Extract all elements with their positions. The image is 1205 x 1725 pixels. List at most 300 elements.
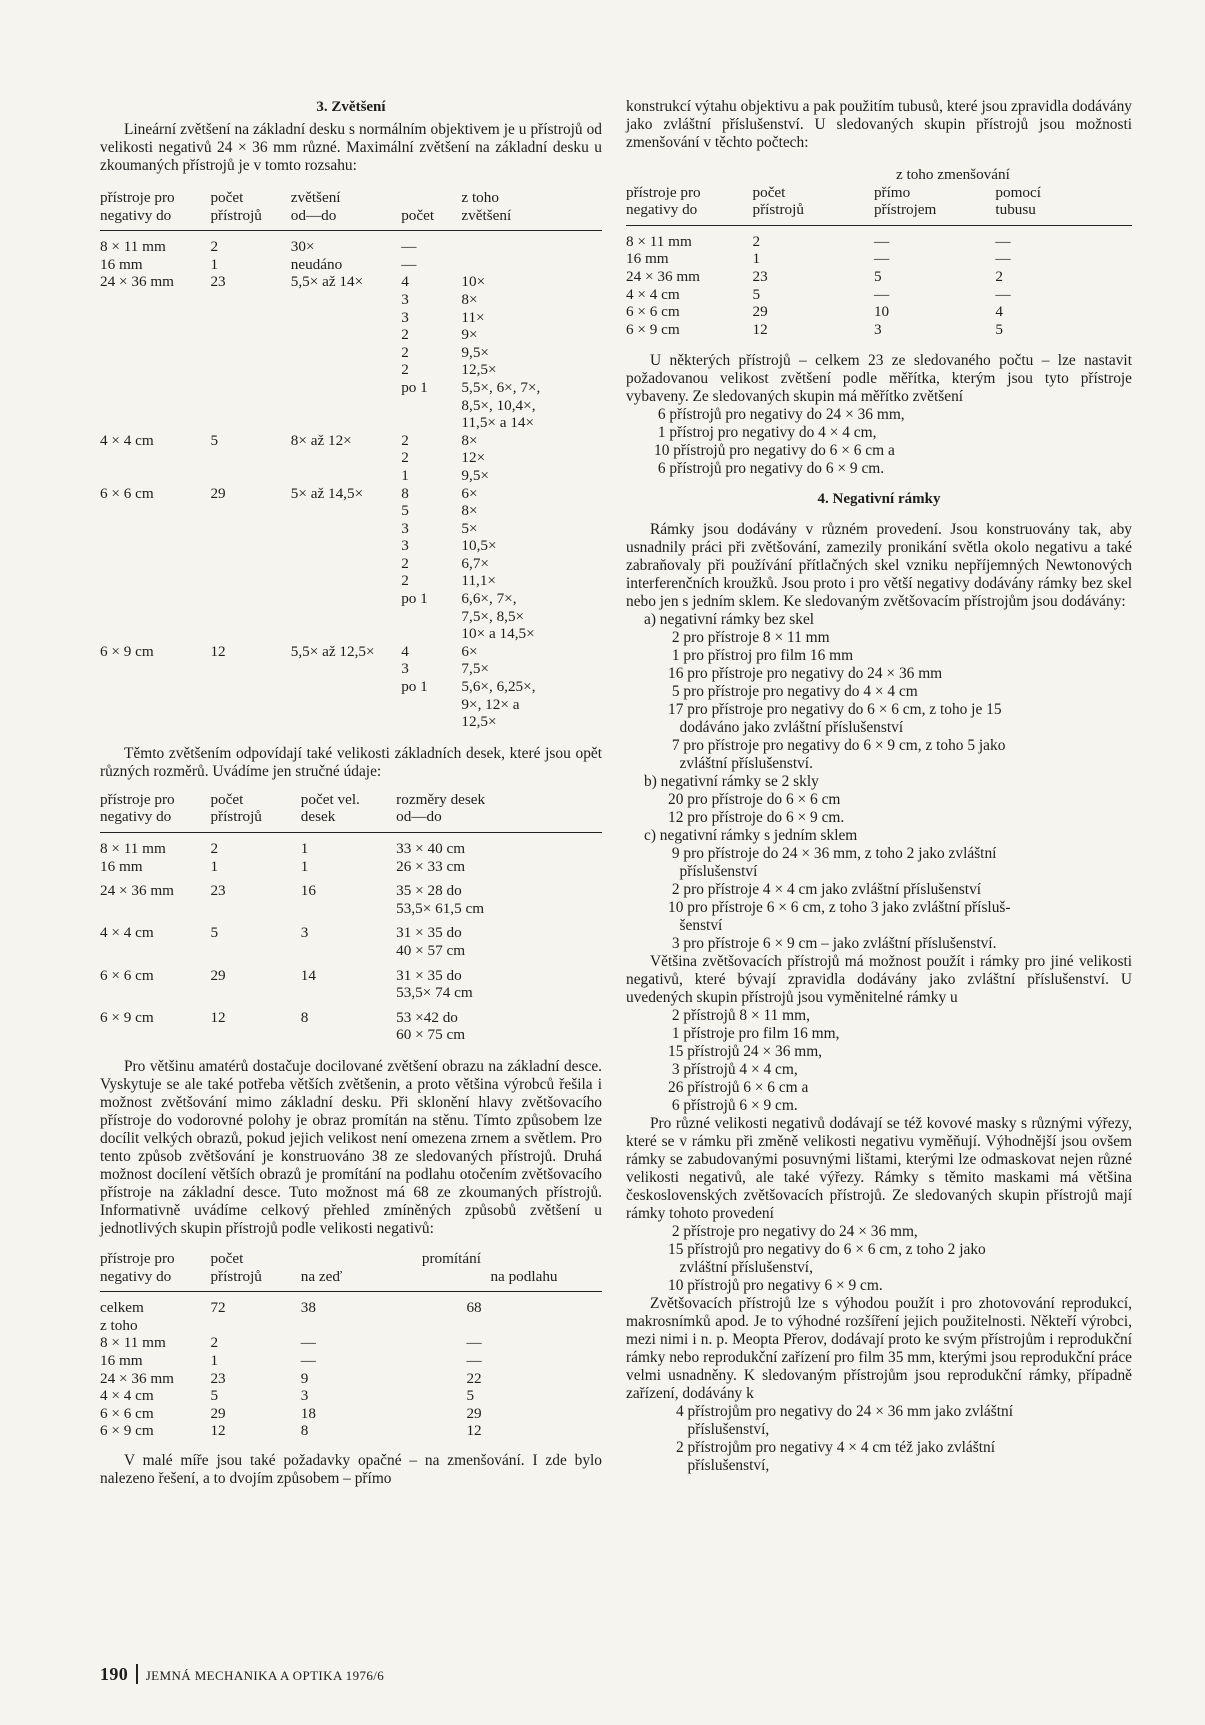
- list-item: 6 přístrojů pro negativy do 24 × 36 mm,: [654, 406, 905, 424]
- table-cell: [100, 678, 210, 731]
- table-row: [626, 225, 1132, 250]
- list-item: 3 pro přístroje 6 × 9 cm – jako zvláštní příslušenství.: [668, 935, 997, 953]
- table-cell: 8 × 11 mm: [626, 232, 692, 250]
- table-cell: 6 × 6 cm: [626, 303, 680, 321]
- table-cell: —: [995, 250, 1011, 268]
- table-cell: 23: [752, 267, 768, 285]
- table-cell: 5,5×, 6×, 7×, 8,5×, 10,4×, 11,5× a 14×: [461, 378, 541, 432]
- table-cell: 35 × 28 do 53,5× 61,5 cm: [396, 882, 485, 917]
- table-row: [100, 361, 602, 379]
- table-cell: [210, 590, 290, 643]
- col-header: na podlahu: [466, 1268, 602, 1292]
- table-row: [100, 858, 602, 876]
- table-cell: neudáno: [290, 255, 343, 273]
- table-row: [100, 1317, 602, 1335]
- table-cell: 2: [210, 1334, 219, 1352]
- table-cell: 7,5×: [461, 660, 489, 678]
- list-item: 26 přístrojů 6 × 6 cm a: [668, 1079, 809, 1097]
- list-item: 1 pro přístroj pro film 16 mm: [668, 647, 854, 665]
- table-cell: 12,5×: [461, 361, 497, 379]
- paragraph-interchangeable: Většina zvětšovacích přístrojů má možnost použít i rámky pro jiné velikosti negativů, které bývají zpravidla dodávány jako zvláštní příslušenství. U uvedených skupin přístrojů jsou vyměnitelné rámky u: [626, 953, 1132, 1007]
- table-cell: 24 × 36 mm: [100, 1369, 174, 1387]
- table-cell: 2: [401, 361, 409, 379]
- table-cell: 24 × 36 mm: [100, 882, 174, 900]
- table-row: [100, 256, 602, 274]
- table-reduction: [626, 166, 1132, 338]
- paragraph-frames: Rámky jsou dodávány v různém provedení. Jsou konstruovány tak, aby usnadnily práci při zvětšování, zamezily pronikání světla okolo negativu a také zabraňovaly při používání přítlačných skel vzniku nepříjemných Newtonových interferenčních kroužků. Jsou proto i pro větší negativy dodávány rámky bez skel nebo jen s jedním sklem. Ke sledovaným zvětšovacím přístrojům jsou dodávány:: [626, 521, 1132, 611]
- table-row: [100, 833, 602, 858]
- table-cell: [291, 361, 401, 379]
- table-cell: —: [300, 1334, 316, 1352]
- table-cell: [210, 467, 290, 485]
- list-c-title: c) negativní rámky s jedním sklem: [644, 827, 858, 845]
- table-row: [100, 537, 602, 555]
- intro-paragraph: Lineární zvětšení na základní desku s normálním objektivem je u přístrojů od velikosti negativů 24 × 36 mm různé. Maximální zvětšení na základní desku u zkoumaných přístrojů je v tomto rozsahu:: [100, 121, 602, 174]
- table-cell: 6 × 6 cm: [100, 966, 154, 984]
- table-cell: [100, 361, 210, 379]
- table-cell: 31 × 35 do 40 × 57 cm: [396, 924, 466, 959]
- table-row: [100, 875, 602, 917]
- table-row: [100, 643, 602, 661]
- list-item: 9 pro přístroje do 24 × 36 mm, z toho 2 jako zvláštní příslušenství: [671, 845, 997, 881]
- table-cell: 29: [210, 1404, 226, 1422]
- table-cell: 29: [210, 484, 226, 502]
- paragraph-projection: Pro většinu amatérů dostačuje docilované zvětšení obrazu na základní desce. Vyskytuje se ale také potřeba větších zvětšenin, a proto většina výrobců řešila i možnost zvětšování mimo základní desku. Při sklonění hlavy zvětšovacího přístroje do vodorovné polohy je obraz promítán na stěnu. Tímto způsobem lze docílit velkých obrazů, pokud jejich velikost není omezena zrnem a světlem. Pro tento způsob zvětšování je konstruováno 38 ze sledovaných přístrojů. Druhá možnost docílení větších obrazů je promítání na podlahu otočením zvětšovacího přístroje na základní desce. Tuto možnost má 68 ze zkoumaných přístrojů. Informativně uvádíme celkový přehled zmíněných způsobů zvětšení u jednotlivých skupin přístrojů podle velikosti negativů:: [100, 1057, 602, 1237]
- list-item: 10 pro přístroje 6 × 6 cm, z toho 3 jako zvláštní přísluš- šenství: [668, 899, 1011, 935]
- table-cell: 6 × 9 cm: [626, 320, 680, 338]
- table-cell: 4 × 4 cm: [100, 924, 154, 942]
- table-cell: [210, 660, 290, 678]
- table-cell: 30×: [290, 238, 315, 256]
- table-cell: [210, 326, 290, 344]
- table-cell: [100, 590, 210, 643]
- list-item: 1 přístroj pro negativy do 4 × 4 cm,: [654, 424, 877, 442]
- table-cell: [100, 467, 210, 485]
- table-cell: 3: [401, 537, 409, 555]
- footer-divider: [136, 1664, 138, 1684]
- paragraph-scale: U některých přístrojů – celkem 23 ze sledovaného počtu – lze nastavit požadovanou velikost zvětšení podle měřítka, kterým jsou tyto přístroje vybaveny. Ze sledovaných skupin má měřítko zvětšení: [626, 352, 1132, 406]
- table-row: [100, 309, 602, 327]
- table-cell: 33 × 40 cm: [396, 840, 466, 857]
- table-enlargement-range: [100, 189, 602, 731]
- table-cell: 24 × 36 mm: [626, 267, 700, 285]
- col-header: přístroje pro negativy do: [100, 1250, 210, 1292]
- table-cell: 14: [300, 966, 316, 984]
- table-row: [626, 250, 1132, 268]
- list-item: 6 přístrojů pro negativy do 6 × 9 cm.: [654, 460, 885, 478]
- list-c: [626, 845, 1132, 953]
- table-cell: 6 × 9 cm: [100, 1422, 154, 1440]
- table-cell: [100, 344, 210, 362]
- table-cell: [461, 231, 602, 256]
- table-row: [100, 1292, 602, 1317]
- table-cell: 5,5× až 12,5×: [290, 642, 375, 660]
- table-row: [100, 520, 602, 538]
- table-cell: [100, 326, 210, 344]
- table-cell: 2: [401, 554, 409, 572]
- table-cell: 2: [401, 326, 409, 344]
- table-cell: [100, 379, 210, 432]
- table-cell: [210, 678, 290, 731]
- table-cell: [291, 502, 401, 520]
- table-cell: [291, 309, 401, 327]
- table-cell: [210, 344, 290, 362]
- list-item: 7 pro přístroje pro negativy do 6 × 9 cm, z toho 5 jako zvláštní příslušenství.: [671, 737, 1006, 773]
- table-cell: 11×: [461, 308, 485, 326]
- table-cell: 12×: [461, 449, 486, 467]
- table-cell: [461, 256, 602, 274]
- col-header: pomocí tubusu: [995, 184, 1132, 226]
- table-row: [100, 1387, 602, 1405]
- section-heading-negativni-ramky: 4. Negativní rámky: [817, 491, 941, 508]
- list-a-title: a) negativní rámky bez skel: [644, 611, 815, 629]
- list-item: 17 pro přístroje pro negativy do 6 × 6 cm, z toho je 15 dodáváno jako zvláštní příslušenství: [668, 701, 1002, 737]
- table-row: [100, 1334, 602, 1352]
- table-cell: [291, 291, 401, 309]
- table-cell: 1: [300, 840, 309, 857]
- paragraph-reduction-cont: konstrukcí výtahu objektivu a pak použitím tubusů, které jsou zpravidla dodávány jako zvláštní příslušenství. U sledovaných skupin přístrojů jsou možnosti zmenšování v těchto počtech:: [626, 98, 1132, 151]
- table-cell: [291, 537, 401, 555]
- list-interchangeable: [626, 1007, 1132, 1115]
- col-header: přístroje pro negativy do: [626, 166, 753, 225]
- list-item: 4 přístrojům pro negativy do 24 × 36 mm jako zvláštní příslušenství,: [676, 1403, 1013, 1439]
- col-header: počet přístrojů: [753, 166, 874, 225]
- list-b-title: b) negativní rámky se 2 skly: [644, 773, 819, 791]
- table-cell: 5: [466, 1387, 475, 1405]
- table-cell: [210, 1317, 300, 1335]
- table-cell: 9,5×: [461, 466, 489, 484]
- table-cell: 6 × 9 cm: [100, 642, 154, 660]
- table-row: [100, 379, 602, 432]
- list-item: 2 pro přístroje 8 × 11 mm: [668, 629, 830, 647]
- table-cell: 8 × 11 mm: [100, 238, 166, 256]
- table-row: [100, 917, 602, 959]
- table-cell: 38: [300, 1299, 316, 1317]
- table-cell: 2: [210, 238, 219, 256]
- list-item: 2 přístrojů 8 × 11 mm,: [668, 1007, 810, 1025]
- table-cell: 23: [210, 273, 226, 291]
- table-cell: 16 mm: [100, 857, 143, 875]
- table-cell: 5,6×, 6,25×, 9×, 12× a 12,5×: [461, 678, 536, 731]
- table-cell: 12: [752, 320, 768, 338]
- table-cell: 5: [210, 1387, 219, 1405]
- table-cell: 10: [873, 303, 890, 321]
- table-cell: 6,7×: [461, 554, 489, 572]
- table-cell: 29: [752, 303, 768, 321]
- table-cell: 6 × 6 cm: [100, 484, 154, 502]
- list-item: 20 pro přístroje do 6 × 6 cm: [668, 791, 841, 809]
- table-cell: 18: [300, 1404, 316, 1422]
- table-cell: 5×: [461, 519, 478, 537]
- table-row: [100, 572, 602, 590]
- table-cell: 12: [210, 642, 226, 660]
- col-header: počet vel. desek: [301, 791, 396, 833]
- table-cell: [210, 379, 290, 432]
- table-cell: 1: [210, 857, 219, 875]
- table-cell: —: [300, 1351, 316, 1369]
- table-cell: —: [401, 238, 417, 256]
- col-header: počet přístrojů: [210, 1250, 300, 1292]
- table-row: [100, 467, 602, 485]
- table-cell: [291, 344, 401, 362]
- table-cell: —: [466, 1351, 482, 1369]
- list-masks: [626, 1223, 1132, 1295]
- table-cell: 4 × 4 cm: [100, 1387, 154, 1405]
- list-item: 2 přístroje pro negativy do 24 × 36 mm,: [668, 1223, 918, 1241]
- table-cell: 4: [401, 273, 409, 291]
- list-b: [626, 791, 1132, 827]
- table-row: [100, 502, 602, 520]
- journal-name: JEMNÁ MECHANIKA A OPTIKA 1976/6: [145, 1668, 385, 1683]
- table-row: [626, 321, 1132, 339]
- col-header: zvětšení od—do: [291, 189, 401, 231]
- col-header: počet: [401, 189, 461, 231]
- table-cell: [100, 502, 210, 520]
- table-cell: 4: [401, 642, 409, 660]
- table-cell: [210, 291, 290, 309]
- table-cell: 5: [210, 431, 219, 449]
- table-cell: [210, 520, 290, 538]
- col-header: přístroje pro negativy do: [100, 189, 210, 231]
- table-row: [100, 326, 602, 344]
- table-cell: 16 mm: [100, 1351, 143, 1369]
- table-cell: 1: [300, 857, 309, 875]
- table-cell: 6 × 9 cm: [100, 1008, 154, 1026]
- table-cell: [291, 572, 401, 590]
- table-cell: 5: [752, 285, 761, 303]
- paragraph-reduction: V malé míře jsou také požadavky opačné – na zmenšování. I zde bylo nalezeno řešení, a to dvojím způsobem – přímo: [100, 1451, 602, 1487]
- table-cell: [301, 1317, 467, 1335]
- table-cell: 3: [401, 660, 409, 678]
- table-row: [100, 344, 602, 362]
- list-item: 6 přístrojů 6 × 9 cm.: [668, 1097, 798, 1115]
- table-cell: 12: [466, 1422, 482, 1440]
- table-cell: 5: [401, 502, 409, 520]
- table-cell: 12: [210, 1422, 226, 1440]
- table-cell: z toho: [100, 1316, 138, 1334]
- table-cell: 24 × 36 mm: [100, 273, 174, 291]
- table-cell: po 1: [401, 590, 428, 608]
- col-header: rozměry desek od—do: [396, 791, 602, 833]
- table-cell: 6×: [461, 484, 478, 502]
- table-cell: 3: [300, 924, 309, 942]
- table-cell: —: [995, 285, 1011, 303]
- table-row: [100, 449, 602, 467]
- page-number: 190: [100, 1664, 129, 1684]
- table-cell: [466, 1317, 602, 1335]
- page-footer: [100, 1664, 384, 1685]
- table-projection: [100, 1250, 602, 1440]
- table-cell: [100, 572, 210, 590]
- table-row: [100, 1370, 602, 1388]
- table-cell: 29: [210, 966, 226, 984]
- table-cell: 23: [210, 882, 226, 900]
- table-cell: [100, 520, 210, 538]
- table-cell: 5: [873, 267, 882, 285]
- table-cell: [100, 309, 210, 327]
- col-header: na zeď: [301, 1268, 467, 1292]
- list-item: 12 pro přístroje do 6 × 9 cm.: [668, 809, 845, 827]
- table-cell: 2: [210, 840, 219, 857]
- list-item: 2 pro přístroje 4 × 4 cm jako zvláštní příslušenství: [668, 881, 982, 899]
- paragraph-reproduction: Zvětšovacích přístrojů lze s výhodou použít i pro zhotovování reprodukcí, makrosnímků apod. Je to výhodné rozšíření jejich použitelnosti. Někteří výrobci, mezi nimi i n. p. Meopta Přerov, dodávají proto ke svým přístrojům i reprodukční rámky nebo reprodukční zařízení pro film 35 mm, kterými jsou reprodukční práce velmi usnadněny. K sledovaným přístrojům jsou reprodukční rámky, případně zařízení, dodávány k: [626, 1295, 1132, 1403]
- list-scale: [626, 406, 1132, 478]
- table-row: [100, 231, 602, 256]
- table-cell: 2: [401, 572, 409, 590]
- table-cell: 9,5×: [461, 343, 489, 361]
- table-cell: 8× až 12×: [290, 431, 352, 449]
- table-cell: 29: [466, 1404, 482, 1422]
- table-cell: 8 × 11 mm: [100, 840, 166, 857]
- table-row: [626, 286, 1132, 304]
- table-cell: —: [401, 255, 417, 273]
- table-row: [100, 1405, 602, 1423]
- table-row: [100, 291, 602, 309]
- table-row: [626, 268, 1132, 286]
- table-row: [100, 960, 602, 1002]
- col-header: počet přístrojů: [210, 791, 300, 833]
- table-cell: 2: [401, 343, 409, 361]
- table-cell: 16 mm: [626, 250, 669, 268]
- table-cell: 9: [300, 1369, 309, 1387]
- table-cell: [100, 537, 210, 555]
- table-cell: 6 × 6 cm: [100, 1404, 154, 1422]
- left-column: [100, 98, 602, 1488]
- table-cell: [291, 555, 401, 573]
- table-cell: 16: [300, 882, 316, 900]
- table-cell: 16 mm: [100, 255, 143, 273]
- table-cell: 2: [995, 267, 1003, 285]
- col-header: z toho zvětšení: [461, 189, 602, 231]
- list-item: 1 přístroje pro film 16 mm,: [668, 1025, 840, 1043]
- table-cell: [291, 467, 401, 485]
- col-header-group: promítání: [421, 1249, 481, 1267]
- table-cell: [210, 502, 290, 520]
- table-cell: [100, 660, 210, 678]
- table-cell: 6×: [461, 642, 478, 660]
- table-cell: 4 × 4 cm: [626, 285, 680, 303]
- table-cell: 3: [300, 1387, 309, 1405]
- list-item: 10 přístrojů pro negativy 6 × 9 cm.: [668, 1277, 883, 1295]
- table-cell: [100, 449, 210, 467]
- table-cell: 11,1×: [461, 572, 497, 590]
- col-header: přístroje pro negativy do: [100, 791, 210, 833]
- list-item: 16 pro přístroje pro negativy do 24 × 36 mm: [668, 665, 943, 683]
- table-row: [626, 303, 1132, 321]
- table-cell: 31 × 35 do 53,5× 74 cm: [396, 966, 473, 1002]
- table-cell: 1: [210, 1351, 219, 1369]
- section-heading-zvetseni: 3. Zvětšení: [316, 99, 386, 115]
- table-cell: 8×: [461, 502, 478, 520]
- table-row: [100, 485, 602, 503]
- table-cell: 5,5× až 14×: [290, 273, 364, 291]
- table-cell: 8 × 11 mm: [100, 1334, 166, 1352]
- table-cell: 2: [752, 232, 761, 250]
- table-cell: [100, 291, 210, 309]
- table-cell: 3: [401, 290, 409, 308]
- table-cell: [291, 678, 401, 731]
- table-cell: 1: [401, 466, 409, 484]
- list-a: [626, 629, 1132, 773]
- list-item: 10 přístrojů pro negativy do 6 × 6 cm a: [654, 442, 895, 460]
- table-cell: 3: [873, 320, 882, 338]
- table-cell: [210, 555, 290, 573]
- table-cell: —: [466, 1334, 482, 1352]
- table-cell: [210, 537, 290, 555]
- table-cell: 26 × 33 cm: [396, 857, 466, 875]
- table-row: [100, 1002, 602, 1044]
- table-cell: po 1: [401, 378, 428, 396]
- table-row: [100, 1422, 602, 1440]
- table-row: [100, 590, 602, 643]
- table-row: [100, 555, 602, 573]
- table-cell: 8: [300, 1422, 309, 1440]
- table-cell: 12: [210, 1008, 226, 1026]
- table-cell: 5: [210, 924, 219, 942]
- table-cell: 72: [210, 1299, 226, 1317]
- list-item: 15 přístrojů pro negativy do 6 × 6 cm, z toho 2 jako zvláštní příslušenství,: [668, 1241, 986, 1277]
- table-row: [100, 678, 602, 731]
- table-cell: 8×: [461, 290, 478, 308]
- table-cell: [291, 660, 401, 678]
- table-cell: 9×: [461, 326, 478, 344]
- table-cell: 22: [466, 1369, 482, 1387]
- table-row: [100, 660, 602, 678]
- table-cell: 68: [466, 1299, 482, 1317]
- list-item: 15 přístrojů 24 × 36 mm,: [668, 1043, 823, 1061]
- list-item: 3 přístrojů 4 × 4 cm,: [668, 1061, 798, 1079]
- right-column: [626, 98, 1132, 1475]
- table-cell: celkem: [100, 1299, 144, 1317]
- table-cell: 53 ×42 do 60 × 75 cm: [396, 1008, 466, 1044]
- table-cell: [210, 449, 290, 467]
- table-cell: [291, 520, 401, 538]
- table-cell: [291, 379, 401, 432]
- table-cell: 6,6×, 7×, 7,5×, 8,5× 10× a 14,5×: [461, 590, 535, 643]
- col-header: počet přístrojů: [210, 189, 290, 231]
- table-cell: [100, 555, 210, 573]
- table-cell: [291, 449, 401, 467]
- table-cell: 10×: [461, 273, 486, 291]
- col-header-group: z toho zmenšování: [895, 166, 1010, 183]
- list-item: 5 pro přístroje pro negativy do 4 × 4 cm: [668, 683, 918, 701]
- table-cell: 3: [401, 308, 409, 326]
- table-baseboard-sizes: [100, 791, 602, 1044]
- table-cell: 5: [995, 320, 1003, 338]
- table-cell: 10,5×: [461, 537, 497, 555]
- table-cell: 4 × 4 cm: [100, 431, 154, 449]
- table-cell: —: [873, 232, 890, 250]
- table-cell: [291, 326, 401, 344]
- table-cell: —: [995, 232, 1011, 250]
- table-cell: 8: [300, 1008, 309, 1026]
- table-row: [100, 1352, 602, 1370]
- table-row: [100, 432, 602, 450]
- table-cell: 8×: [461, 431, 478, 449]
- table-cell: 23: [210, 1369, 226, 1387]
- table-cell: 2: [401, 431, 409, 449]
- table-row: [100, 273, 602, 291]
- paragraph-masks: Pro různé velikosti negativů dodávají se též kovové masky s různými výřezy, které se v rámku při změně velikosti negativu vyměňují. Výhodnější jsou ovšem rámky se zabudovanými posuvnými lištami, kterými lze odmaskovat nejen různé velikosti negativů, ale také výřezy. Rámky s těmito maskami má většina československých zvětšovacích přístrojů. Ze sledovaných skupin přístrojů mají rámky tohoto provedení: [626, 1115, 1132, 1223]
- list-item: 2 přístrojům pro negativy 4 × 4 cm též jako zvláštní příslušenství,: [676, 1439, 995, 1475]
- table-cell: po 1: [401, 678, 428, 696]
- table-cell: 1: [210, 255, 219, 273]
- table-cell: —: [873, 250, 890, 268]
- table-cell: 5× až 14,5×: [290, 484, 364, 502]
- table-cell: 2: [401, 449, 409, 467]
- table-cell: —: [873, 285, 890, 303]
- col-header: přímo přístrojem: [874, 184, 995, 226]
